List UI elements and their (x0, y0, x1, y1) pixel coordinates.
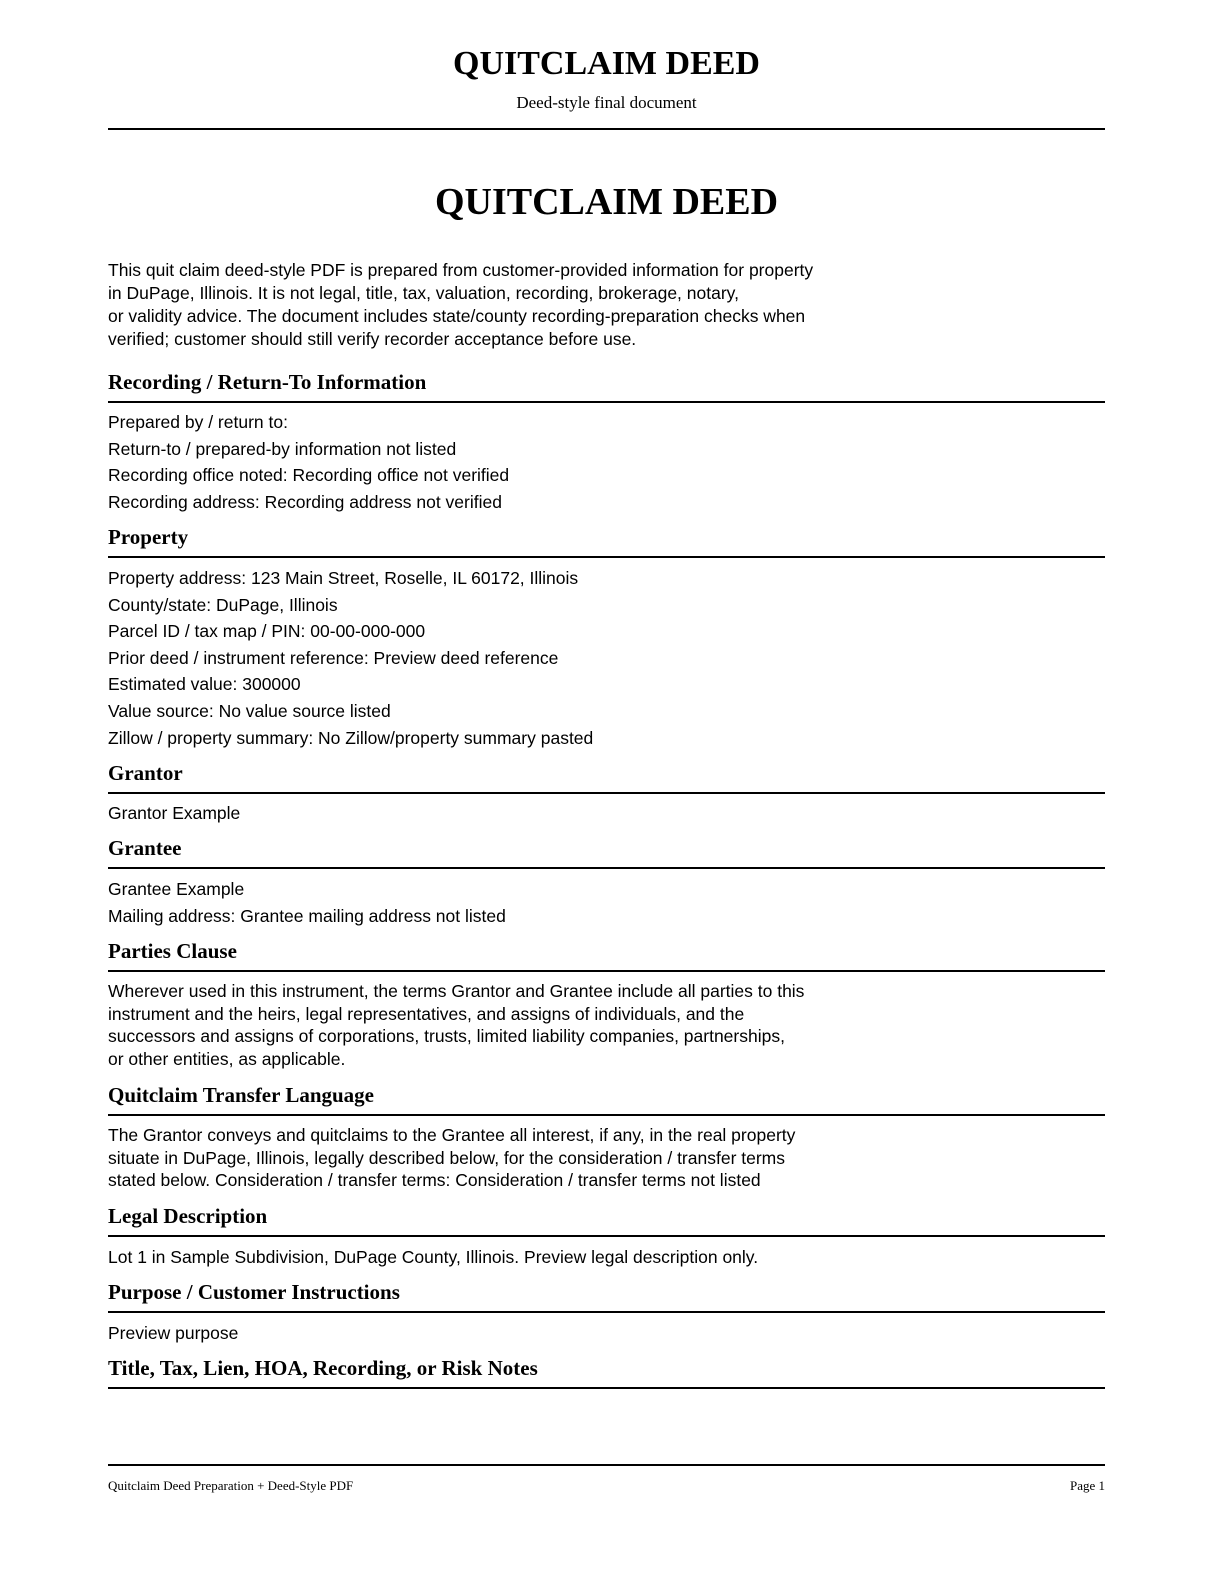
body-line: Prior deed / instrument reference: Preview deed reference (108, 647, 559, 668)
header-divider (108, 128, 1105, 130)
body-line: Property address: 123 Main Street, Roselle, IL 60172, Illinois (108, 568, 579, 588)
section-body-recording (108, 409, 1105, 515)
section-body-property (108, 565, 1105, 751)
body-line: Prepared by / return to: (108, 412, 288, 432)
intro-paragraph (108, 259, 868, 351)
section-heading-parties: Parties Clause (108, 938, 1105, 972)
section-heading-grantee: Grantee (108, 835, 1105, 869)
section-body-transfer (108, 1124, 1105, 1192)
section-body-grantee (108, 876, 1105, 929)
section-body-grantor (108, 800, 1105, 827)
deed-page (108, 0, 1105, 1584)
section-heading-notes: Title, Tax, Lien, HOA, Recording, or Risk Notes (108, 1355, 1105, 1389)
body-line: instrument and the heirs, legal representatives, and assigns of individuals, and the (108, 1003, 745, 1024)
footer-divider (108, 1464, 1105, 1466)
section-heading-grantor: Grantor (108, 760, 1105, 794)
intro-line: in DuPage, Illinois. It is not legal, title, tax, valuation, recording, brokerage, notary, (108, 283, 739, 303)
section-heading-legal: Legal Description (108, 1203, 1105, 1237)
section-heading-purpose: Purpose / Customer Instructions (108, 1279, 1105, 1313)
body-line: Return-to / prepared-by information not listed (108, 438, 457, 459)
running-header-subtitle: Deed-style final document (516, 93, 697, 112)
body-line: or other entities, as applicable. (108, 1048, 346, 1069)
section-body-legal (108, 1244, 1105, 1271)
body-line: Mailing address: Grantee mailing address not listed (108, 905, 506, 926)
body-line: Lot 1 in Sample Subdivision, DuPage County, Illinois. Preview legal description only. (108, 1247, 759, 1267)
running-header-title: QUITCLAIM DEED (453, 45, 760, 82)
body-line: Recording office noted: Recording office not verified (108, 465, 510, 486)
body-line: The Grantor conveys and quitclaims to the Grantee all interest, if any, in the real property (108, 1125, 796, 1145)
intro-line: or validity advice. The document includes state/county recording-preparation checks when (108, 306, 806, 326)
document-title: QUITCLAIM DEED (434, 181, 779, 223)
body-line: stated below. Consideration / transfer terms: Consideration / transfer terms not listed (108, 1170, 761, 1190)
section-heading-recording: Recording / Return-To Information (108, 369, 1105, 403)
footer-page-number: Page 1 (1069, 1478, 1105, 1493)
body-line: Parcel ID / tax map / PIN: 00-00-000-000 (108, 621, 426, 642)
body-line: successors and assigns of corporations, trusts, limited liability companies, partnerships, (108, 1026, 785, 1046)
body-line: Grantor Example (108, 803, 241, 823)
section-body-parties (108, 980, 1105, 1070)
intro-line: This quit claim deed-style PDF is prepared from customer-provided information for property (108, 260, 814, 280)
intro-line: verified; customer should still verify recorder acceptance before use. (108, 329, 637, 349)
footer-document-name: Quitclaim Deed Preparation + Deed-Style PDF (108, 1478, 354, 1493)
body-line: Zillow / property summary: No Zillow/property summary pasted (108, 727, 594, 748)
body-line: Preview purpose (108, 1323, 239, 1343)
section-body-purpose (108, 1320, 1105, 1347)
body-line: Estimated value: 300000 (108, 674, 301, 695)
section-heading-transfer: Quitclaim Transfer Language (108, 1082, 1105, 1116)
body-line: Wherever used in this instrument, the terms Grantor and Grantee include all parties to this (108, 981, 805, 1001)
section-heading-property: Property (108, 524, 1105, 558)
body-line: Recording address: Recording address not verified (108, 491, 502, 512)
body-line: Value source: No value source listed (108, 700, 391, 721)
body-line: County/state: DuPage, Illinois (108, 594, 338, 615)
body-line: Grantee Example (108, 879, 245, 899)
body-line: situate in DuPage, Illinois, legally described below, for the consideration / transfer terms (108, 1147, 786, 1168)
